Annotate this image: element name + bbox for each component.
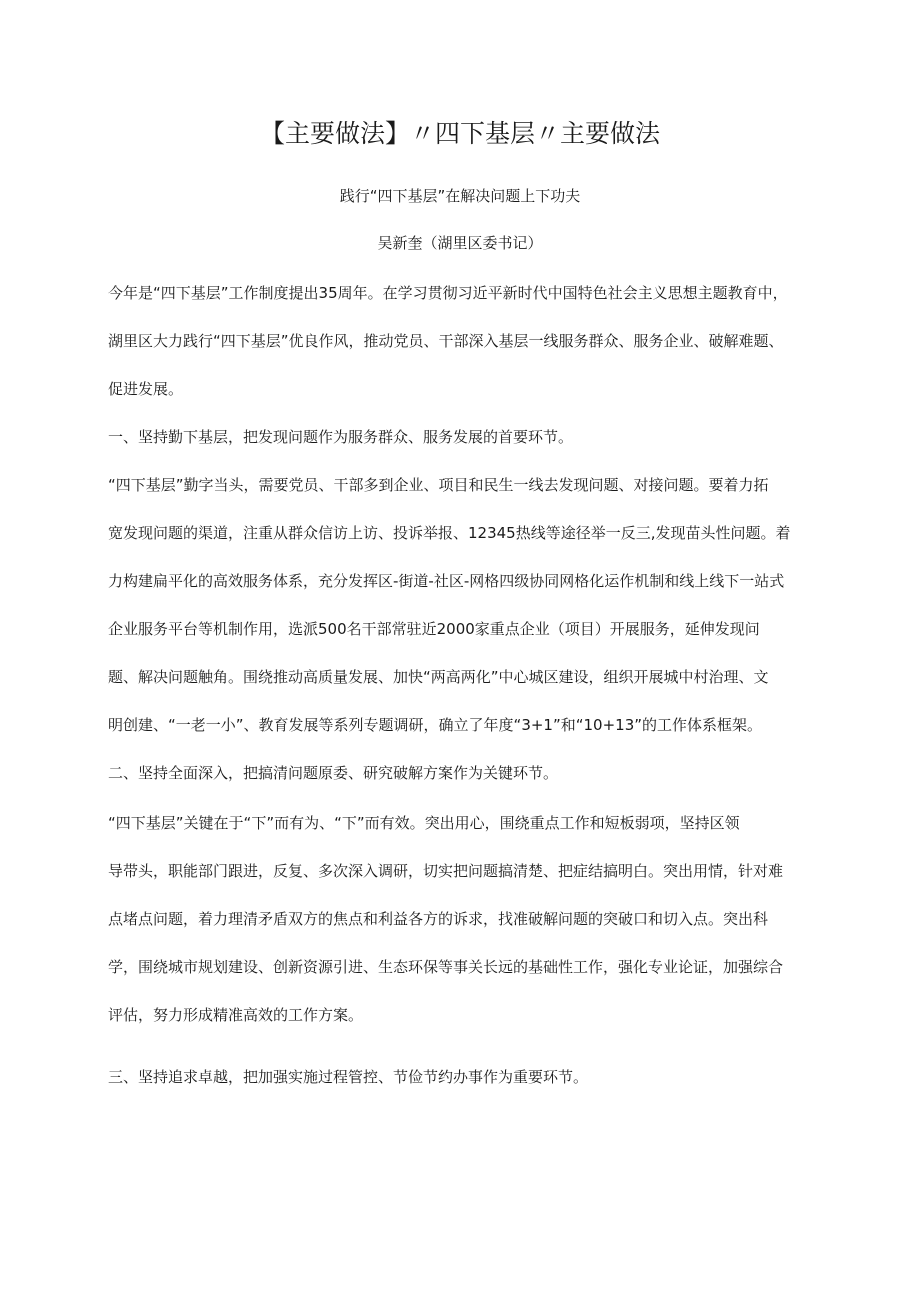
paragraph-line: 学，围绕城市规划建设、创新资源引进、生态环保等事关长远的基础性工作，强化专业论证，加强综合 [108,958,784,976]
paragraph-line: “四下基层”关键在于“下”而有为、“下”而有效。突出用心，围绕重点工作和短板弱项，坚持区领 [108,814,740,832]
paragraph-line: 力构建扁平化的高效服务体系，充分发挥区-街道-社区-网格四级协同网格化运作机制和线上线下一站式 [108,572,785,590]
paragraph-line: 宽发现问题的渠道，注重从群众信访上访、投诉举报、12345热线等途径举一反三,发现苗头性问题。着 [108,524,791,542]
section-heading-2: 二、坚持全面深入，把搞清问题原委、研究破解方案作为关键环节。 [108,764,559,782]
document-subtitle: 践行“四下基层”在解决问题上下功夫 [339,187,581,205]
paragraph-line: “四下基层”勤字当头，需要党员、干部多到企业、项目和民生一线去发现问题、对接问题。要着力拓 [108,476,769,494]
paragraph-line: 评估，努力形成精准高效的工作方案。 [108,1006,364,1024]
paragraph-line: 企业服务平台等机制作用，选派500名干部常驻近2000家重点企业（项目）开展服务，延伸发现问 [108,620,760,638]
paragraph-line: 导带头，职能部门跟进，反复、多次深入调研，切实把问题搞清楚、把症结搞明白。突出用情，针对难 [108,862,784,880]
paragraph-line: 湖里区大力践行“四下基层”优良作风，推动党员、干部深入基层一线服务群众、服务企业、破解难题、 [108,332,784,350]
paragraph-line: 今年是“四下基层”工作制度提出35周年。在学习贯彻习近平新时代中国特色社会主义思想主题教育中， [108,284,788,302]
paragraph-line: 明创建、“一老一小”、教育发展等系列专题调研，确立了年度“3+1”和“10+13”的工作体系框架。 [108,716,763,734]
paragraph-line: 题、解决问题触角。围绕推动高质量发展、加快“两高两化”中心城区建设，组织开展城中村治理、文 [108,668,769,686]
document-author: 吴新奎（湖里区委书记） [377,234,543,252]
document-title: 【主要做法】〃四下基层〃主要做法 [259,119,660,148]
paragraph-line: 点堵点问题，着力理清矛盾双方的焦点和利益各方的诉求，找准破解问题的突破口和切入点。突出科 [108,910,769,928]
section-heading-3: 三、坚持追求卓越，把加强实施过程管控、节俭节约办事作为重要环节。 [108,1068,589,1086]
paragraph-line: 促进发展。 [108,380,184,398]
section-heading-1: 一、坚持勤下基层，把发现问题作为服务群众、服务发展的首要环节。 [108,428,574,446]
